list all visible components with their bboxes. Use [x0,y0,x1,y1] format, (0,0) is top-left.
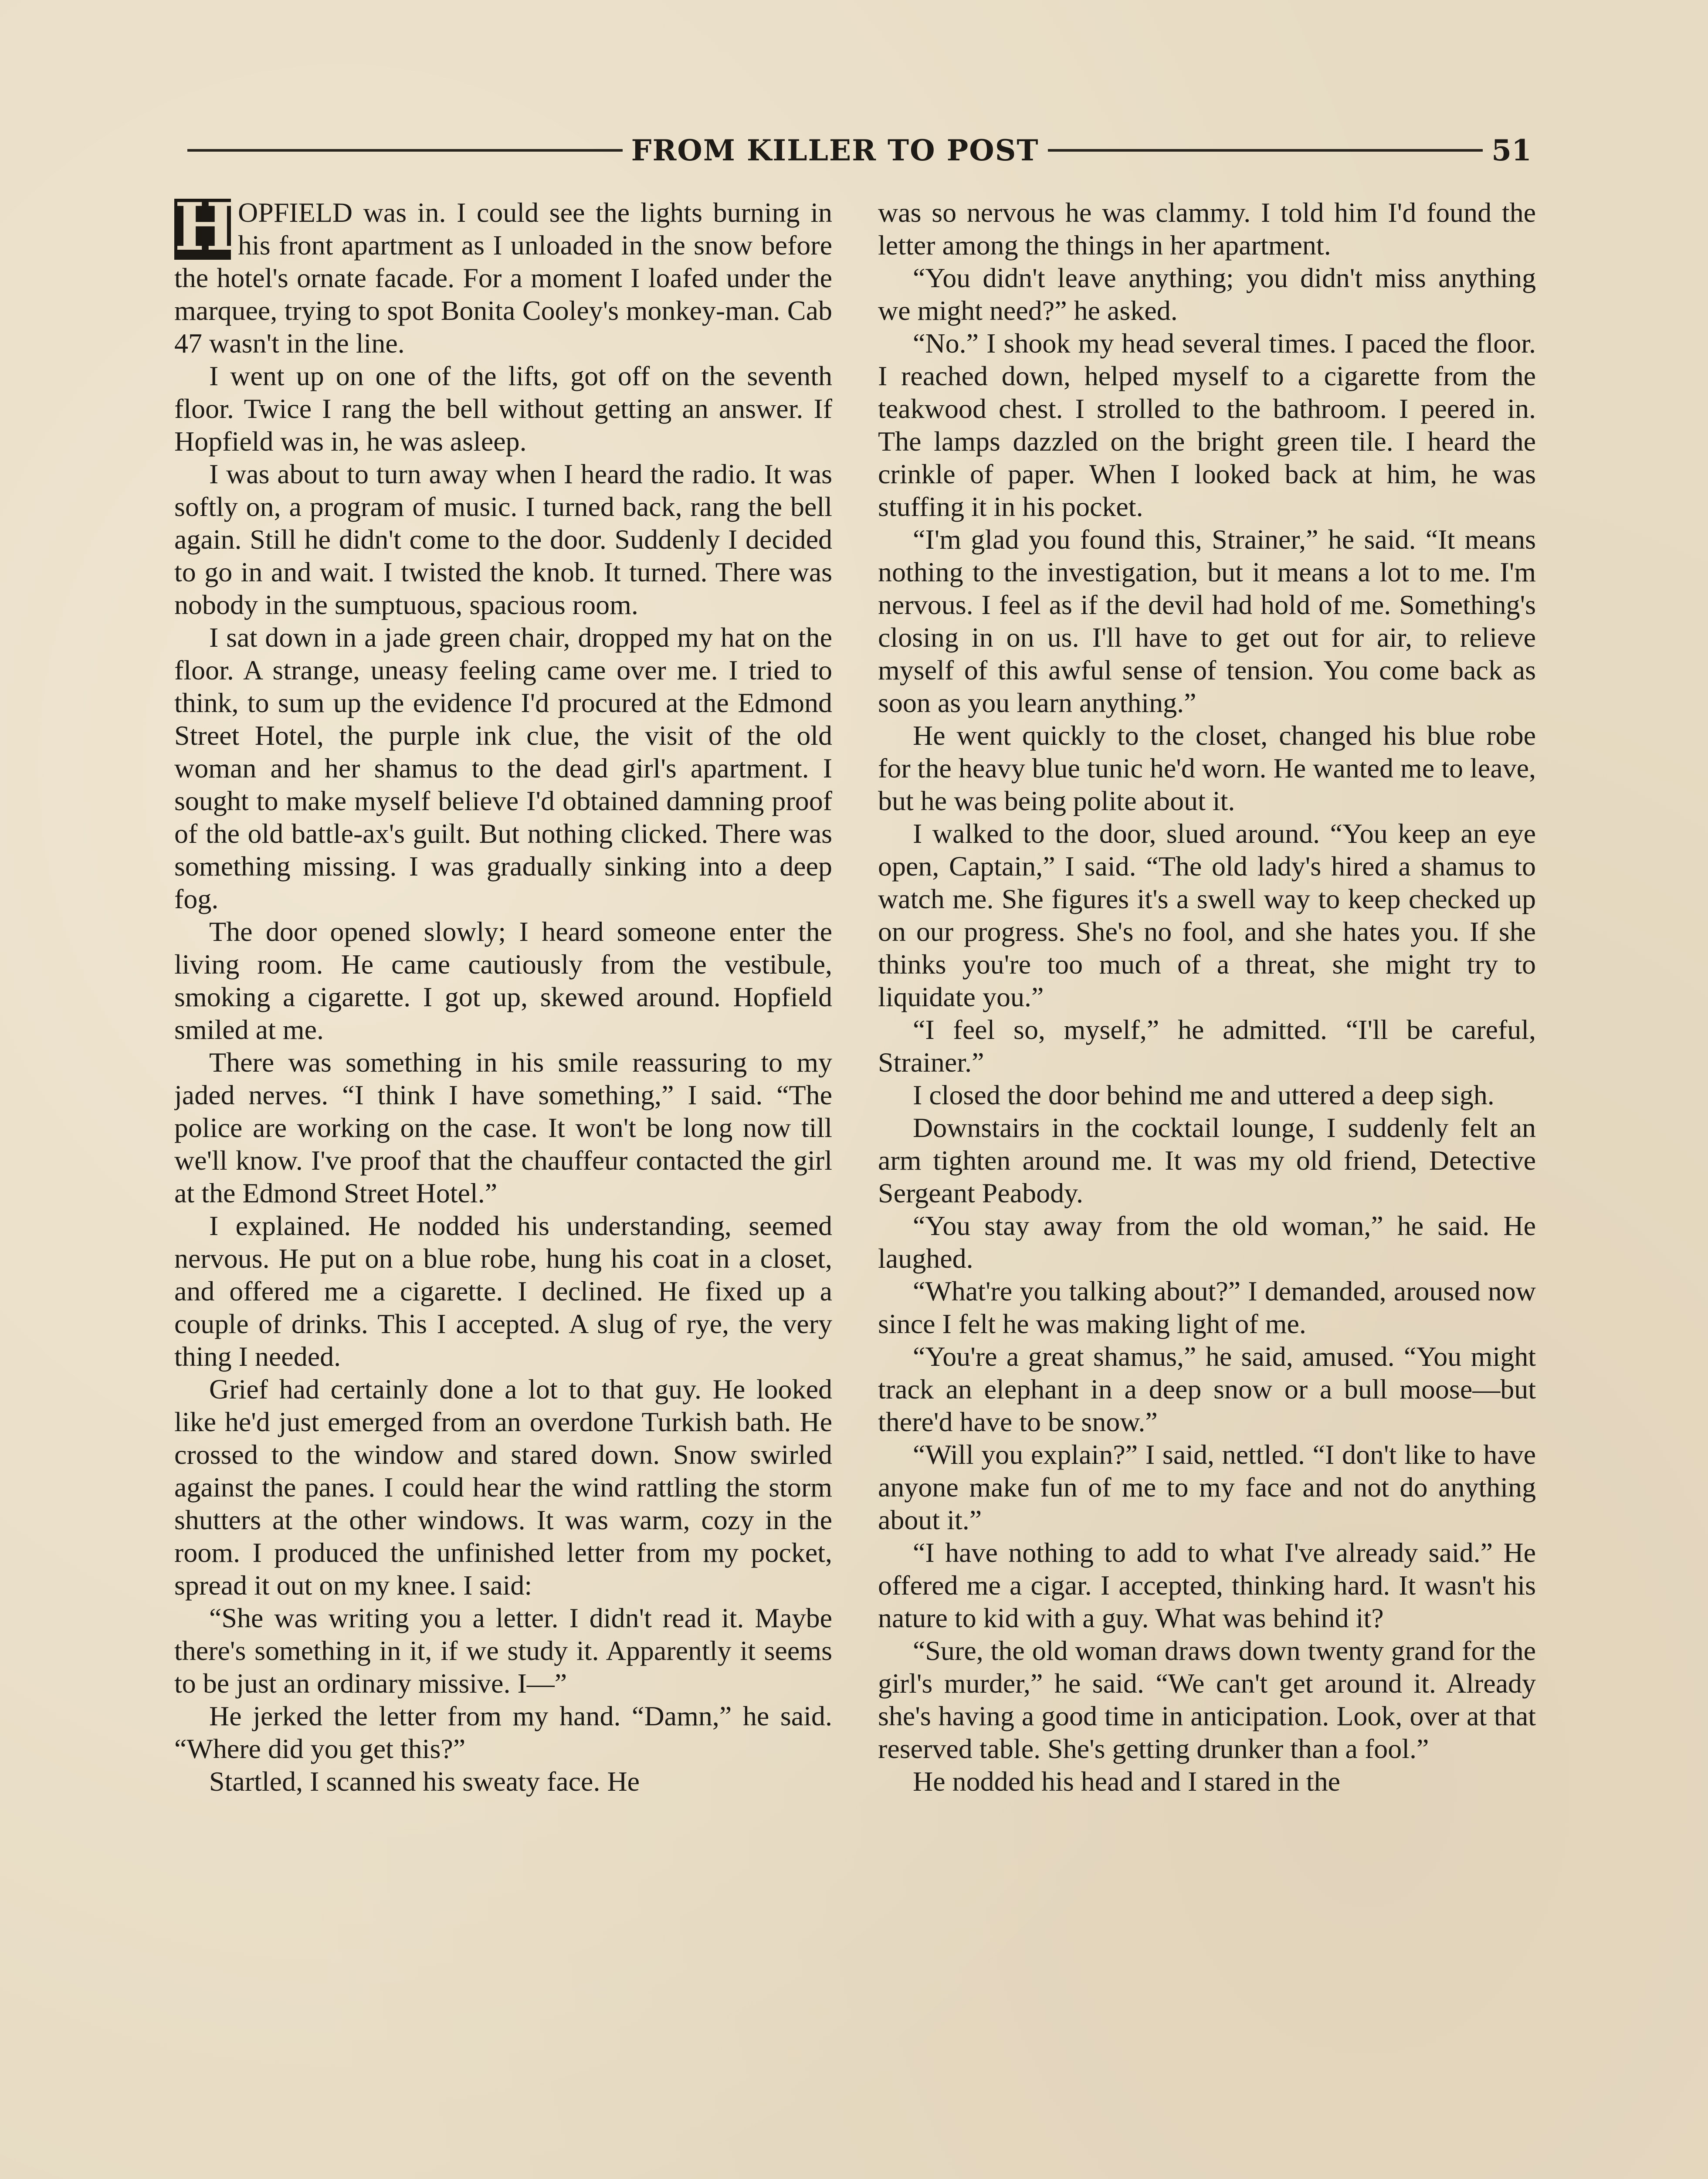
paragraph: The door opened slowly; I heard someone enter the living room. He came cautiously from the vestibule, smoking a cigarette. I got up, skewed around. Hopfield smiled at me. [174,916,832,1045]
header-rule-right [1048,149,1483,152]
paragraph: “What're you talking about?” I demanded, aroused now since I felt he was making light of me. [878,1276,1536,1339]
paragraph: “I'm glad you found this, Strainer,” he said. “It means nothing to the investigation, but it means a lot to me. I'm nervous. I feel as if the devil had hold of me. Something's closing in on us. I'll have to get out for air, to relieve myself of this awful sense of tension. You come back as soon as you learn anything.” [878,524,1536,718]
paragraph-text: OPFIELD was in. I could see the lights burning in his front apartment as I unloaded in the snow before the hotel's ornate facade. For a moment I loafed under the marquee, trying to spot Bonita Cooley's monkey-man. Cab 47 wasn't in the line. [174,197,832,359]
paragraph: “You didn't leave anything; you didn't miss anything we might need?” he asked. [878,262,1536,326]
paragraph: I explained. He nodded his understanding, seemed nervous. He put on a blue robe, hung his coat in a closet, and offered me a cigarette. I declined. He fixed up a couple of drinks. This I accepted. A slug of rye, the very thing I needed. [174,1210,832,1372]
header-rule-left [187,149,623,152]
running-title: FROM KILLER TO POST [631,133,1039,167]
running-head [187,131,1532,170]
paragraph: “I have nothing to add to what I've already said.” He offered me a cigar. I accepted, thinking hard. It wasn't his nature to kid with a guy. What was behind it? [878,1537,1536,1633]
paragraph: was so nervous he was clammy. I told him I'd found the letter among the things in her apartment. [878,197,1536,261]
paragraph [174,196,832,360]
drop-cap: H [174,196,236,265]
paragraph: “You're a great shamus,” he said, amused. “You might track an elephant in a deep snow or a bull moose—but there'd have to be snow.” [878,1341,1536,1437]
paragraph: “Sure, the old woman draws down twenty grand for the girl's murder,” he said. “We can't get around it. Already she's having a good time in anticipation. Look, over at that reserved table. She's getting drunker than a fool.” [878,1635,1536,1764]
paragraph: I was about to turn away when I heard the radio. It was softly on, a program of music. I turned back, rang the bell again. Still he didn't come to the door. Suddenly I decided to go in and wait. I twisted the knob. It turned. There was nobody in the sumptuous, spacious room. [174,458,832,620]
paragraph: He nodded his head and I stared in the [913,1766,1341,1797]
paragraph: “You stay away from the old woman,” he said. He laughed. [878,1210,1536,1274]
paragraph: I closed the door behind me and uttered a deep sigh. [913,1079,1494,1110]
paragraph: “I feel so, myself,” he admitted. “I'll be careful, Strainer.” [878,1014,1536,1078]
paragraph: There was something in his smile reassuring to my jaded nerves. “I think I have something,” I said. “The police are working on the case. It won't be long now till we'll know. I've proof that the chauffeur contacted the girl at the Edmond Street Hotel.” [174,1047,832,1208]
paragraph: “Will you explain?” I said, nettled. “I don't like to have anyone make fun of me to my face and not do anything about it.” [878,1439,1536,1535]
paragraph: “No.” I shook my head several times. I paced the floor. I reached down, helped myself to a cigarette from the teakwood chest. I strolled to the bathroom. I peered in. The lamps dazzled on the bright green tile. I heard the crinkle of paper. When I looked back at him, he was stuffing it in his pocket. [878,328,1536,522]
paragraph: I sat down in a jade green chair, dropped my hat on the floor. A strange, uneasy feeling came over me. I tried to think, to sum up the evidence I'd procured at the Edmond Street Hotel, the purple ink clue, the visit of the old woman and her shamus to the dead girl's apartment. I sought to make myself believe I'd obtained damning proof of the old battle-ax's guilt. But nothing clicked. There was something missing. I was gradually sinking into a deep fog. [174,622,832,914]
paragraph: I walked to the door, slued around. “You keep an eye open, Captain,” I said. “The old lady's hired a shamus to watch me. She figures it's a swell way to keep checked up on our progress. She's no fool, and she hates you. If she thinks you're too much of a threat, she might try to liquidate you.” [878,818,1536,1012]
paragraph: He jerked the letter from my hand. “Damn,” he said. “Where did you get this?” [174,1700,832,1764]
paragraph: “She was writing you a letter. I didn't read it. Maybe there's something in it, if we study it. Apparently it seems to be just an ordinary missive. I—” [174,1602,832,1699]
paragraph: He went quickly to the closet, changed his blue robe for the heavy blue tunic he'd worn. He wanted me to leave, but he was being polite about it. [878,720,1536,816]
paragraph: I went up on one of the lifts, got off on the seventh floor. Twice I rang the bell without getting an answer. If Hopfield was in, he was asleep. [174,360,832,457]
page-number: 51 [1491,133,1532,167]
left-column [174,196,832,2179]
paragraph: Startled, I scanned his sweaty face. He [209,1766,640,1797]
paragraph: Grief had certainly done a lot to that guy. He looked like he'd just emerged from an overdone Turkish bath. He crossed to the window and stared down. Snow swirled against the panes. I could hear the wind rattling the storm shutters at the other windows. It was warm, cozy in the room. I produced the unfinished letter from my pocket, spread it out on my knee. I said: [174,1374,832,1601]
paragraph: Downstairs in the cocktail lounge, I suddenly felt an arm tighten around me. It was my old friend, Detective Sergeant Peabody. [878,1112,1536,1208]
right-column [878,196,1536,2179]
